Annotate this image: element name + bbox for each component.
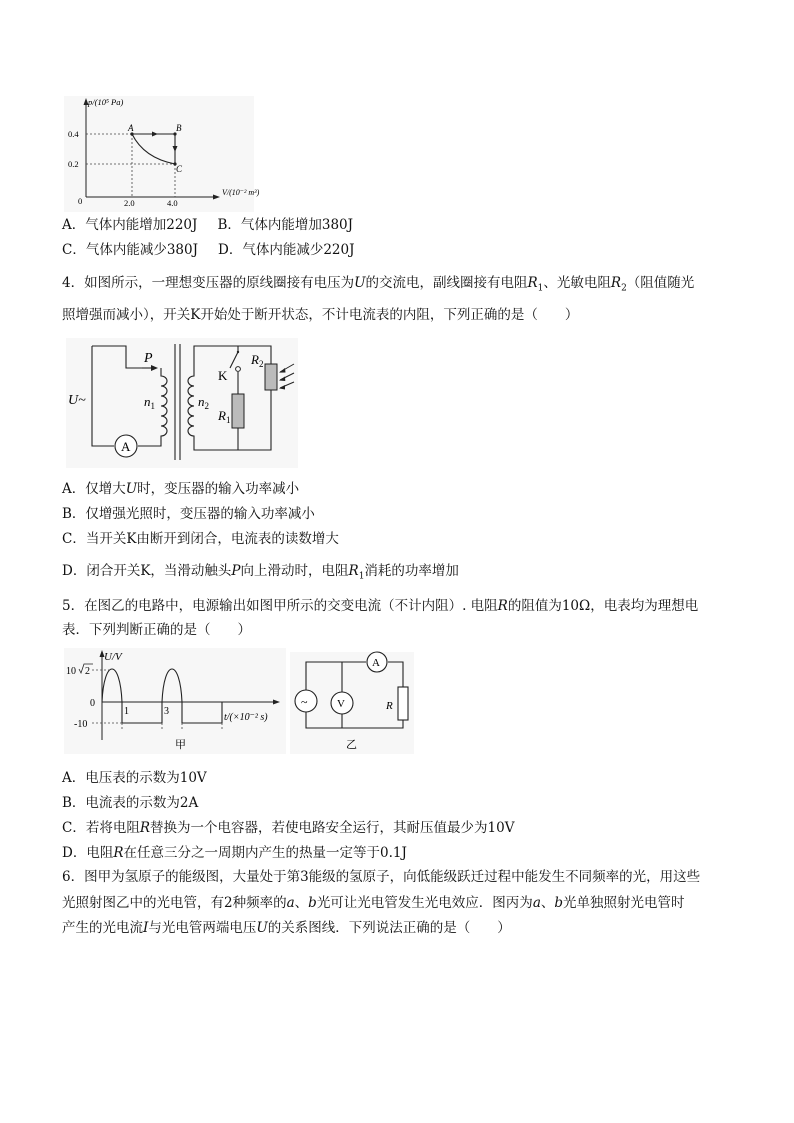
svg-text:V: V [337, 698, 345, 710]
q4-option-c: C．当开关K由断开到闭合，电流表的读数增大 [62, 531, 339, 547]
q5-option-a: A．电压表的示数为10V [62, 770, 207, 786]
wave-ylabel: U/V [104, 651, 122, 663]
photoresistor-r2 [265, 364, 277, 390]
n1-label: $n_1$ [144, 394, 155, 411]
q5-option-b: B．电流表的示数为2A [62, 795, 199, 811]
point-b: B [176, 123, 182, 133]
q6-stem-line2: 光照射图乙中的光电管，有2种频率的a、b光可让光电管发生光电效应．图丙为a、b光单独照射光电管时 [62, 895, 685, 911]
point-a: A [128, 123, 134, 133]
pv-origin: 0 [78, 196, 83, 206]
switch-label: K [218, 368, 228, 383]
pv-ytick: 0.2 [68, 159, 79, 169]
q5-stem-line1: 5．在图乙的电路中，电源输出如图甲所示的交变电流（不计内阻）. 电阻R的阻值为10Ω，电表均为理想电 [62, 598, 699, 614]
r2-label: $R_2$ [251, 352, 264, 369]
q3-option-d: D．气体内能减少220J [218, 242, 355, 258]
ac-circuit [290, 652, 414, 754]
pv-ylabel: p/(10⁵ Pa) [88, 97, 124, 107]
pv-xtick: 4.0 [167, 198, 178, 208]
resistor-r1 [232, 394, 244, 428]
pv-xtick: 2.0 [124, 198, 135, 208]
pv-xlabel: V/(10⁻² m³) [222, 188, 260, 197]
resistor-label: R [386, 700, 393, 712]
wave-neg-label: -10 [74, 719, 88, 730]
transformer-circuit [66, 338, 298, 468]
svg-text:A: A [372, 657, 380, 669]
waveform-graph [64, 648, 286, 754]
source-label: U~ [68, 393, 86, 408]
q4-option-b: B．仅增强光照时，变压器的输入功率减小 [62, 506, 315, 522]
q4-option-a: A．仅增大U时，变压器的输入功率减小 [62, 481, 300, 497]
q4-stem-line2: 照增强而减小），开关K开始处于断开状态，不计电流表的内阻，下列正确的是（ ） [62, 307, 579, 323]
q3-option-b: B．气体内能增加380J [217, 217, 354, 233]
q6-stem-line3: 产生的光电流I与光电管两端电压U的关系图线．下列说法正确的是（ ） [62, 920, 511, 936]
q3-options-row1 [62, 216, 353, 234]
slider-label: P [144, 351, 153, 366]
n2-label: $n_2$ [198, 394, 209, 411]
resistor-r [398, 687, 408, 720]
q5-option-c: C．若将电阻R替换为一个电容器，若使电路安全运行，其耐压值最少为10V [62, 820, 515, 836]
q3-options-row2 [62, 241, 355, 259]
wave-zero: 0 [90, 698, 95, 709]
svg-text:2: 2 [85, 666, 90, 677]
pv-graph [64, 96, 260, 212]
point-c: C [176, 164, 183, 174]
q6-stem-line1: 6．图甲为氢原子的能级图，大量处于第3能级的氢原子，向低能级跃迁过程中能发生不同频率的光，用这些 [62, 869, 701, 885]
svg-text:10: 10 [66, 666, 76, 677]
q4-stem-line1: 4．如图所示，一理想变压器的原线圈接有电压为U的交流电，副线圈接有电阻$R_1$、光敏电阻$R_2$（阻值随光 [62, 275, 695, 294]
fig-yi-caption: 乙 [346, 739, 357, 751]
r1-label: $R_1$ [218, 408, 231, 425]
pv-ytick: 0.4 [68, 129, 79, 139]
wave-tick-3: 3 [164, 706, 169, 717]
fig-jia-caption: 甲 [175, 739, 186, 751]
q4-option-d: D．闭合开关K，当滑动触头P向上滑动时，电阻$R_1$消耗的功率增加 [62, 563, 459, 582]
svg-text:A: A [121, 439, 131, 454]
q3-option-a: A．气体内能增加220J [62, 217, 198, 233]
q3-option-c: C．气体内能减少380J [62, 242, 199, 258]
q5-option-d: D．电阻R在任意三分之一周期内产生的热量一定等于0.1J [62, 845, 407, 861]
svg-text:~: ~ [301, 695, 308, 709]
wave-tick-1: 1 [124, 706, 129, 717]
wave-xlabel: t/(×10⁻² s) [224, 712, 268, 723]
q5-stem-line2: 表．下列判断正确的是（ ） [62, 622, 251, 638]
